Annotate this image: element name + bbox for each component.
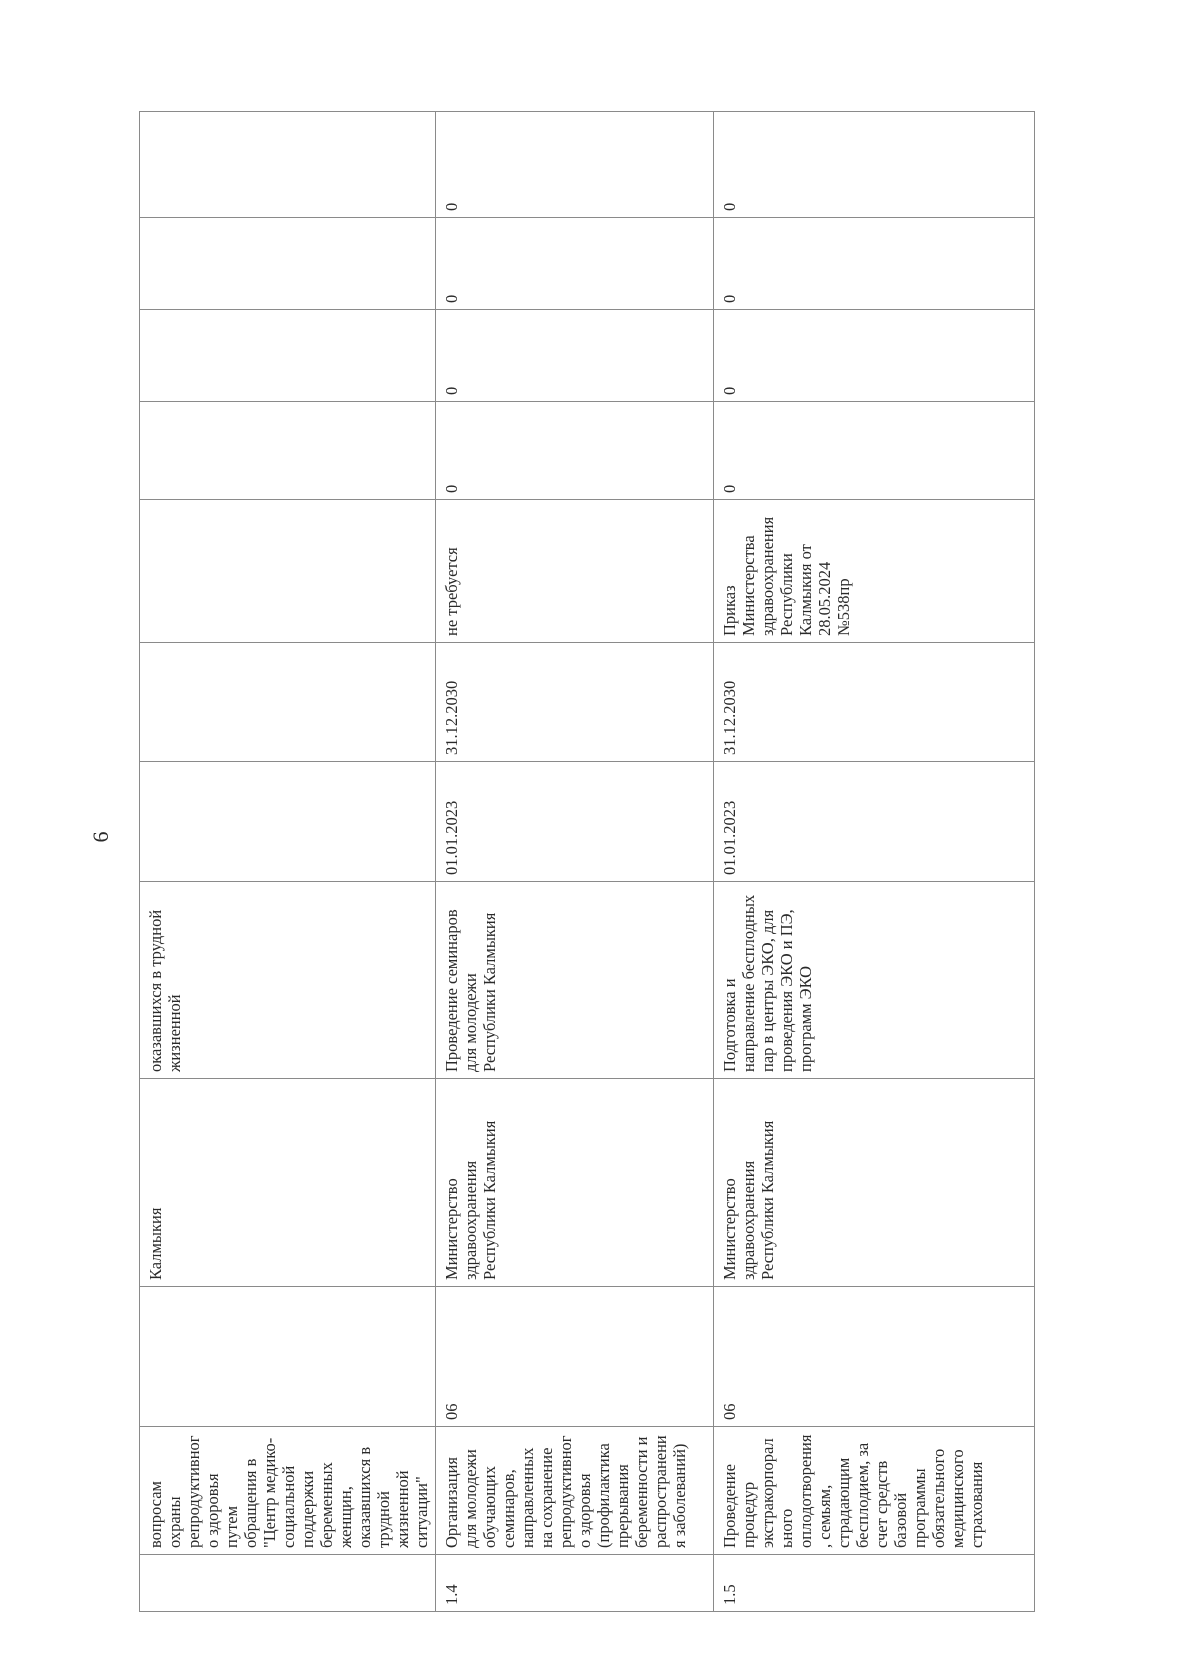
cell-end-date: 31.12.2030 [436, 643, 714, 762]
table-row [714, 112, 1035, 1612]
cell-code: 06 [436, 1287, 714, 1427]
cell-value-4 [140, 112, 436, 218]
cell-value-2: 0 [436, 310, 714, 402]
cell-result: оказавшихся в трудной жизненной [140, 882, 436, 1079]
page-number: 6 [88, 831, 113, 843]
cell-executor: Калмыкия [140, 1079, 436, 1287]
cell-value-3: 0 [714, 218, 1035, 310]
cell-start-date: 01.01.2023 [436, 762, 714, 882]
cell-value-1: 0 [436, 402, 714, 500]
cell-name: Проведение процедур экстракорпорального оплодотворения, семьям, страдающим бесплодием, за счет средств базовой программы обязательного медицинского страхования [714, 1427, 1035, 1555]
cell-result: Подготовка и направление бесплодных пар в центры ЭКО, для проведения ЭКО и ПЭ, программ ЭКО [714, 882, 1035, 1079]
cell-value-4: 0 [436, 112, 714, 218]
cell-executor: Министерство здравоохранения Республики Калмыкия [714, 1079, 1035, 1287]
cell-num [140, 1555, 436, 1612]
table-row [436, 112, 714, 1612]
cell-start-date: 01.01.2023 [714, 762, 1035, 882]
cell-code [140, 1287, 436, 1427]
cell-document [140, 500, 436, 643]
cell-value-3 [140, 218, 436, 310]
rotated-page [139, 112, 1035, 1612]
cell-num: 1.4 [436, 1555, 714, 1612]
cell-value-1 [140, 402, 436, 500]
cell-result: Проведение семинаров для молодежи Республики Калмыкия [436, 882, 714, 1079]
cell-code: 06 [714, 1287, 1035, 1427]
cell-value-4: 0 [714, 112, 1035, 218]
cell-value-2 [140, 310, 436, 402]
cell-num: 1.5 [714, 1555, 1035, 1612]
cell-name: вопросам охраны репродуктивного здоровья путем обращения в "Центр медико-социальной поддержки беременных женщин, оказавшихся в трудной жизненной ситуации" [140, 1427, 436, 1555]
cell-document: Приказ Министерства здравоохранения Республики Калмыкия от 28.05.2024 №538пр [714, 500, 1035, 643]
program-table [139, 111, 1035, 1612]
table-row [140, 112, 436, 1612]
cell-value-3: 0 [436, 218, 714, 310]
cell-end-date [140, 643, 436, 762]
cell-value-2: 0 [714, 310, 1035, 402]
cell-value-1: 0 [714, 402, 1035, 500]
cell-start-date [140, 762, 436, 882]
cell-executor: Министерство здравоохранения Республики Калмыкия [436, 1079, 714, 1287]
cell-end-date: 31.12.2030 [714, 643, 1035, 762]
cell-document: не требуется [436, 500, 714, 643]
cell-name: Организация для молодежи обучающих семинаров, направленных на сохранение репродуктивного здоровья (профилактика прерывания беременности и распространения заболеваний) [436, 1427, 714, 1555]
